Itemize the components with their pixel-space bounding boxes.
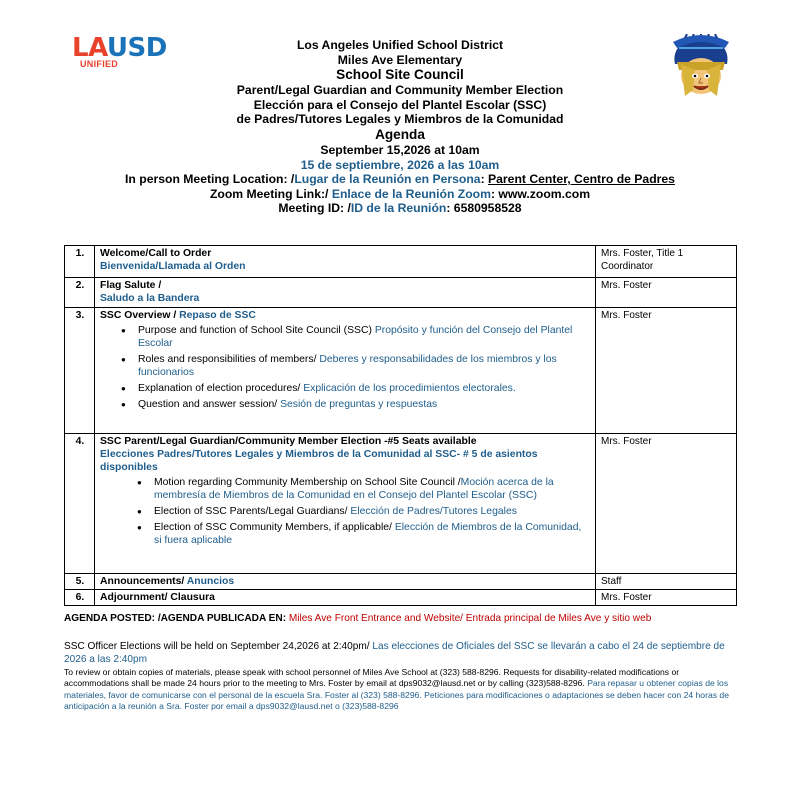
item-title-es: Elecciones Padres/Tutores Legales y Miembros de la Comunidad al SSC- # 5 de asientos disponibles	[100, 449, 538, 473]
agenda-row	[65, 308, 737, 434]
meeting-location: In person Meeting Location: /Lugar de la Reunión en Persona: Parent Center, Centro de Padres	[125, 172, 675, 187]
item-number: 6.	[65, 590, 95, 606]
item-title	[95, 308, 596, 434]
logo-usd: USD	[106, 33, 167, 63]
bullet-item: ● Election of SSC Community Members, if applicable/ Elección de Miembros de la Comunidad, si fuera aplicable	[154, 521, 591, 547]
agenda-posted	[64, 612, 737, 625]
item-number: 5.	[65, 574, 95, 590]
accessibility-note	[64, 667, 737, 713]
item-title-es: Bienvenida/Llamada al Orden	[100, 261, 246, 272]
item-title-es: Anuncios	[186, 576, 235, 587]
agenda-row	[65, 246, 737, 278]
item-presenter: Mrs. Foster	[596, 434, 737, 574]
item-presenter: Mrs. Foster, Title 1 Coordinator	[596, 246, 737, 278]
bullet-item: ● Question and answer session/ Sesión de preguntas y respuestas	[138, 398, 591, 411]
meeting-date-es: 15 de septiembre, 2026 a las 10am	[300, 157, 500, 172]
item-title-es: Repaso de SSC	[179, 310, 256, 321]
bullet-item: ● Explanation of election procedures/ Explicación de los procedimientos electorales.	[138, 382, 591, 395]
zoom-url[interactable]: www.zoom.com	[498, 186, 591, 201]
district-name: Los Angeles Unified School District	[296, 38, 504, 52]
election-title-es-2: de Padres/Tutores Legales y Miembros de la Comunidad	[236, 112, 564, 127]
id-label-es: ID de la Reunión	[350, 201, 447, 216]
agenda-table	[64, 245, 737, 606]
item-presenter: Mrs. Foster	[596, 590, 737, 606]
access-note-en: To review or obtain copies of materials, please speak with school personnel of Miles Ave School at (323) 588-8296. Requests for disability-related modifications or accommodations shall be made 24 hours prior to the meeting to Mrs. Foster by email at dps9032@lausd.net or by calling (323)588-8296.	[64, 667, 680, 689]
election-title-es-1: Elección para el Consejo del Plantel Escolar (SSC)	[253, 97, 547, 112]
meeting-id: Meeting ID: /ID de la Reunión: 6580958528	[278, 201, 522, 216]
item-title-es: Saludo a la Bandera	[100, 293, 200, 304]
item-number: 3.	[65, 308, 95, 434]
item-title-en: Announcements/	[100, 576, 187, 587]
item-title-en: Welcome/Call to Order	[100, 248, 212, 259]
location-label-en: In person Meeting Location: /	[125, 172, 295, 187]
item-presenter: Staff	[596, 574, 737, 590]
bullet-item: ● Election of SSC Parents/Legal Guardians/ Elección de Padres/Tutores Legales	[154, 505, 591, 518]
item-title-en: Flag Salute /	[100, 280, 162, 291]
election-title-en: Parent/Legal Guardian and Community Member Election	[236, 83, 564, 98]
agenda-row	[65, 574, 737, 590]
logo-la: LA	[72, 33, 107, 63]
bullet-list	[100, 476, 591, 547]
location-value: Parent Center, Centro de Padres	[488, 172, 675, 187]
logo-unified: UNIFIED	[80, 59, 119, 69]
zoom-label-es: Enlace de la Reunión Zoom	[331, 186, 491, 201]
posted-value: Miles Ave Front Entrance and Website/ Entrada principal de Miles Ave y sitio web	[288, 613, 652, 624]
item-number: 4.	[65, 434, 95, 574]
item-number: 1.	[65, 246, 95, 278]
id-value: 6580958528	[453, 201, 522, 216]
bullet-item: ● Motion regarding Community Membership on School Site Council /Moción acerca de la membresía de Miembros de la Comunidad en el Consejo del Plantel Escolar (SSC)	[154, 476, 591, 502]
item-title	[95, 574, 596, 590]
document-header	[0, 38, 800, 216]
school-name: Miles Ave Elementary	[337, 52, 463, 67]
item-title-en: SSC Overview /	[100, 310, 180, 321]
item-presenter: Mrs. Foster	[596, 308, 737, 434]
bullet-item: ● Purpose and function of School Site Council (SSC) Propósito y función del Consejo del Plantel Escolar	[138, 324, 591, 350]
agenda-row	[65, 434, 737, 574]
item-title-en: SSC Parent/Legal Guardian/Community Member Election -#5 Seats available	[100, 436, 477, 447]
item-title	[95, 246, 596, 278]
agenda-row	[65, 590, 737, 606]
item-title	[95, 590, 596, 606]
agenda-heading: Agenda	[375, 126, 425, 142]
council-name: School Site Council	[336, 67, 464, 83]
id-label-en: Meeting ID: /	[278, 201, 351, 216]
agenda-row	[65, 278, 737, 308]
posted-label: AGENDA POSTED: /AGENDA PUBLICADA EN:	[64, 613, 289, 624]
meeting-date-en: September 15,2026 at 10am	[320, 142, 480, 157]
zoom-label-en: Zoom Meeting Link:/	[209, 186, 332, 201]
location-label-es: Lugar de la Reunión en Persona	[294, 172, 481, 187]
item-number: 2.	[65, 278, 95, 308]
item-presenter: Mrs. Foster	[596, 278, 737, 308]
officer-note-es: Las elecciones de Oficiales del SSC se llevarán a cabo el 24 de septiembre de 2026 a las 2:40pm	[64, 641, 725, 665]
item-title	[95, 434, 596, 574]
officer-elections-note	[64, 640, 737, 666]
zoom-link: Zoom Meeting Link:/ Enlace de la Reunión Zoom: www.zoom.com	[209, 186, 591, 201]
access-note-es: Para repasar u obtener copias de los materiales, favor de comunicarse con el personal de la escuela Sra. Foster al (323) 588-8296. Peticiones para modificaciones o adaptaciones se deben hacer con 24 horas de anticipación a la reunión a Sra. Foster por email a dps9032@lausd.net o (323)588-8296	[64, 678, 729, 712]
item-title-en: Adjournment/ Clausura	[100, 592, 215, 603]
item-title	[95, 278, 596, 308]
bullet-list	[100, 324, 591, 411]
bullet-item: ● Roles and responsibilities of members/ Deberes y responsabilidades de los miembros y los funcionarios	[138, 353, 591, 379]
officer-note-en: SSC Officer Elections will be held on September 24,2026 at 2:40pm/	[64, 641, 373, 652]
